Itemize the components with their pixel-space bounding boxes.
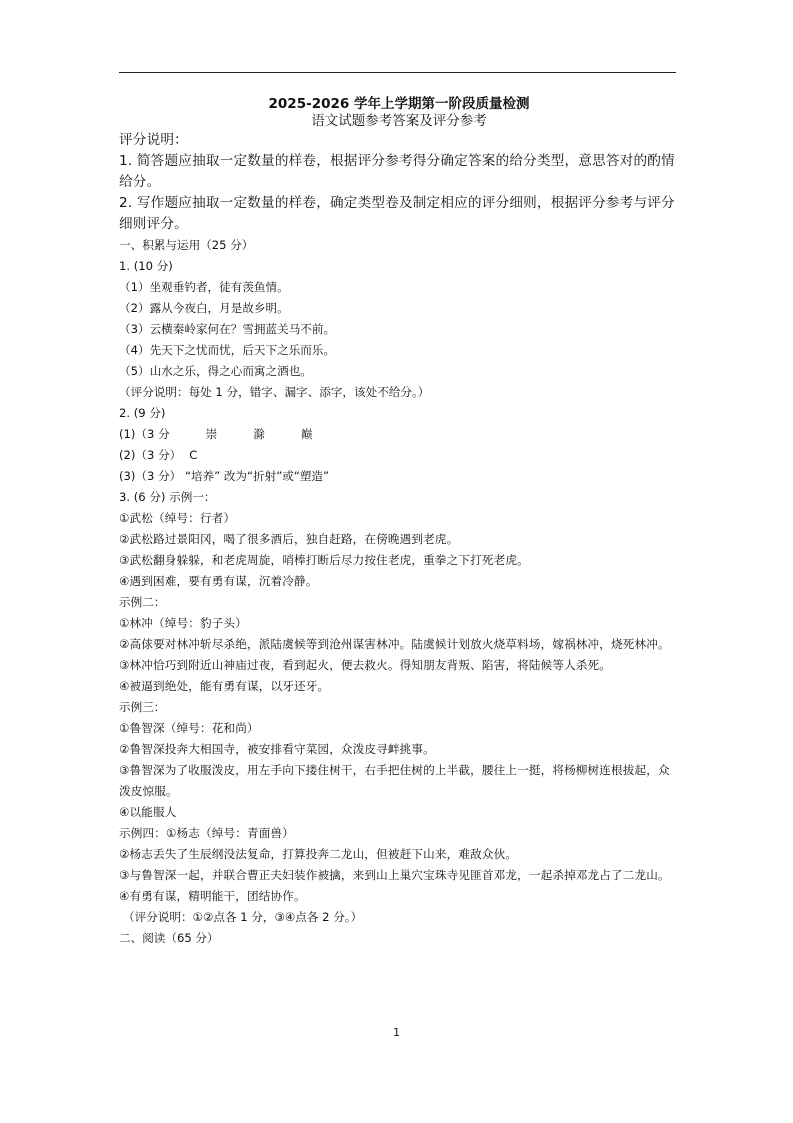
section-1-heading: 一、积累与运用（25 分） [119,238,254,252]
q2-part-2 [119,445,679,466]
q3-ex1-line-4: ④遇到困难，要有勇有谋，沉着冷静。 [119,574,318,588]
q1-answer-1: （1）坐观垂钓者，徒有羡鱼情。 [119,280,289,294]
q3-ex3-heading: 示例三： [119,700,166,714]
document-title: 2025-2026 学年上学期第一阶段质量检测 [268,96,530,112]
q2-part-2-answer: C [189,448,198,462]
q3-ex4-line-3: ③与鲁智深一起，并联合曹正夫妇装作被擒，来到山上巢穴宝珠寺见匪首邓龙，一起杀掉邓龙占了二龙山。 [119,868,670,882]
q3-ex3-line-2: ②鲁智深投奔大相国寺，被安排看守菜园，众泼皮寻衅挑事。 [119,742,435,756]
q3-ex2-line-2: ②高俅要对林冲斩尽杀绝，派陆虞候等到沧州谋害林冲。陆虞候计划放火烧草料场，嫁祸林冲，烧死林冲。 [119,637,670,651]
page-number: 1 [393,1026,400,1039]
q3-ex2-line-1: ①林冲（绰号：豹子头） [119,616,247,630]
q3-scoring-note: （评分说明：①②点各 1 分，③④点各 2 分。） [123,910,363,924]
q1-answer-2: （2）露从今夜白，月是故乡明。 [119,301,289,315]
q1-answer-4: （4）先天下之忧而忧，后天下之乐而乐。 [119,343,336,357]
q3-heading: 3. (6 分) 示例一： [119,490,216,504]
q2-part-2-prefix: (2)（3 分） [119,448,182,462]
scoring-note-1: 1. 简答题应抽取一定数量的样卷，根据评分参考得分确定答案的给分类型，意思答对的酌情给分。 [119,153,675,190]
q1-answer-3: （3）云横秦岭家何在？雪拥蓝关马不前。 [119,322,336,336]
q3-ex4-line-1: 示例四：①杨志（绰号：青面兽） [119,826,294,840]
q3-ex3-line-1: ①鲁智深（绰号：花和尚） [119,721,259,735]
q3-ex2-line-4: ④被逼到绝处，能有勇有谋，以牙还牙。 [119,679,330,693]
q1-scoring-note: （评分说明：每处 1 分，错字、漏字、添字，该处不给分。） [119,385,430,399]
q2-char-1: 崇 [205,427,218,441]
q3-ex2-heading: 示例二： [119,595,166,609]
q2-part-1 [119,424,679,445]
q3-ex1-line-1: ①武松（绰号：行者） [119,511,236,525]
section-2-heading: 二、阅读（65 分） [119,931,219,945]
q1-heading: 1. (10 分) [119,259,173,273]
q3-ex1-line-2: ②武松路过景阳冈，喝了很多酒后，独自赶路，在傍晚遇到老虎。 [119,532,459,546]
q3-ex4-line-2: ②杨志丢失了生辰纲没法复命，打算投奔二龙山，但被赶下山来，难敌众伙。 [119,847,518,861]
q3-ex4-line-4: ④有勇有谋，精明能干，团结协作。 [119,889,306,903]
q2-char-2: 滁 [253,427,265,441]
header-rule [119,72,676,73]
q2-part-3: (3)（3 分） “培养” 改为“折射”或“塑造” [119,469,330,483]
q2-heading: 2. (9 分) [119,406,166,420]
scoring-note-2: 2. 写作题应抽取一定数量的样卷，确定类型卷及制定相应的评分细则，根据评分参考与评分细则评分。 [119,195,675,232]
document-body [119,96,679,949]
q3-ex3-line-4: ④以能服人 [119,805,177,819]
q2-char-3: 巅 [300,427,313,441]
q3-ex1-line-3: ③武松翻身躲躲，和老虎周旋，哨棒打断后尽力按住老虎，重拳之下打死老虎。 [119,553,529,567]
q3-ex3-line-3: ③鲁智深为了收服泼皮，用左手向下搂住树干，右手把住树的上半截，腰往上一挺，将杨柳树连根拔起，众泼皮惊服。 [119,763,670,798]
scoring-notes-heading: 评分说明： [119,132,188,148]
q2-part-1-prefix: (1)（3 分 [119,427,170,441]
q3-ex2-line-3: ③林冲恰巧到附近山神庙过夜，看到起火，便去救火。得知朋友背叛、陷害，将陆候等人杀死。 [119,658,612,672]
q1-answer-5: （5）山水之乐，得之心而寓之酒也。 [119,364,312,378]
document-subtitle: 语文试题参考答案及评分参考 [311,113,487,129]
